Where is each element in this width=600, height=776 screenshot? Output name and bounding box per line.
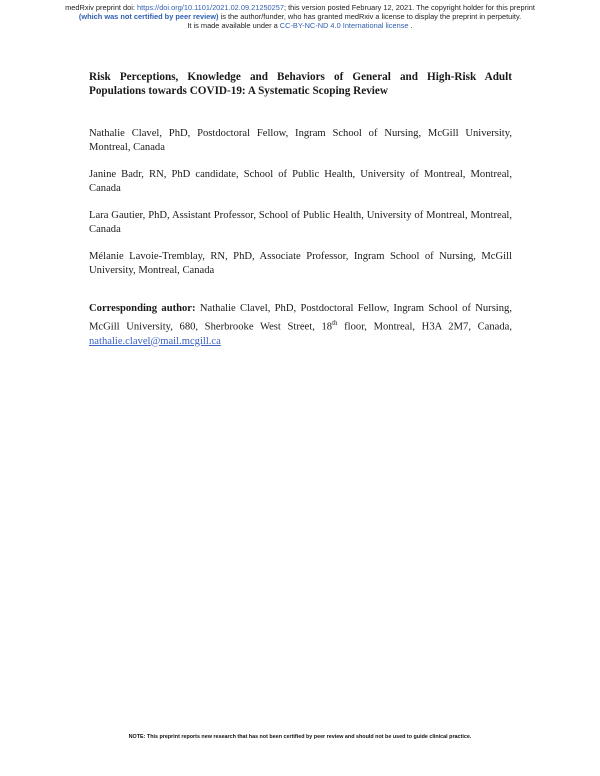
paper-title: Risk Perceptions, Knowledge and Behaviors of General and High-Risk Adult Populations towards COVID-19: A Systematic Scoping Review: [89, 71, 512, 97]
license-link[interactable]: CC-BY-NC-ND 4.0 International license: [279, 21, 409, 30]
author-2: Janine Badr, RN, PhD candidate, School of Public Health, University of Montreal, Montreal, Canada: [89, 169, 512, 194]
header-line-1: [0, 3, 600, 12]
preprint-header: [0, 3, 600, 30]
paper-content: [89, 70, 512, 359]
email-link[interactable]: nathalie.clavel@mail.mcgill.ca: [89, 335, 221, 347]
ordinal-superscript: th: [332, 319, 338, 327]
header-posted-text: ; this version posted February 12, 2021. The copyright holder for this preprint: [284, 3, 535, 12]
header-doi-prefix: medRxiv preprint doi:: [65, 3, 138, 12]
corresponding-author-text: Nathalie Clavel, PhD, Postdoctoral Fellow, Ingram School of Nursing, McGill University, 680, Sherbrooke West Street, 18: [89, 303, 512, 333]
license-statement: is the author/funder, who has granted medRxiv a license to display the preprint in perpetuity.: [218, 12, 522, 21]
author-3: Lara Gautier, PhD, Assistant Professor, School of Public Health, University of Montreal, Montreal, Canada: [89, 210, 512, 235]
author-1: Nathalie Clavel, PhD, Postdoctoral Fellow, Ingram School of Nursing, McGill University, Montreal, Canada: [89, 128, 512, 153]
header-line-3: [0, 21, 600, 30]
author-4: Mélanie Lavoie-Tremblay, RN, PhD, Associate Professor, Ingram School of Nursing, McGill University, Montreal, Canada: [89, 251, 512, 276]
corresponding-author: [89, 302, 512, 349]
corresponding-author-label: Corresponding author:: [89, 303, 196, 314]
peer-review-notice: (which was not certified by peer review): [78, 12, 219, 21]
corresponding-author-text-end: floor, Montreal, H3A 2M7, Canada,: [337, 321, 512, 333]
preprint-footer-note: NOTE: This preprint reports new research that has not been certified by peer review and should not be used to guide clinical practice.: [128, 734, 472, 740]
license-prefix: It is made available under a: [187, 21, 280, 30]
doi-link[interactable]: https://doi.org/10.1101/2021.02.09.21250257: [137, 3, 284, 12]
license-suffix: .: [408, 21, 413, 30]
header-line-2: [0, 12, 600, 21]
